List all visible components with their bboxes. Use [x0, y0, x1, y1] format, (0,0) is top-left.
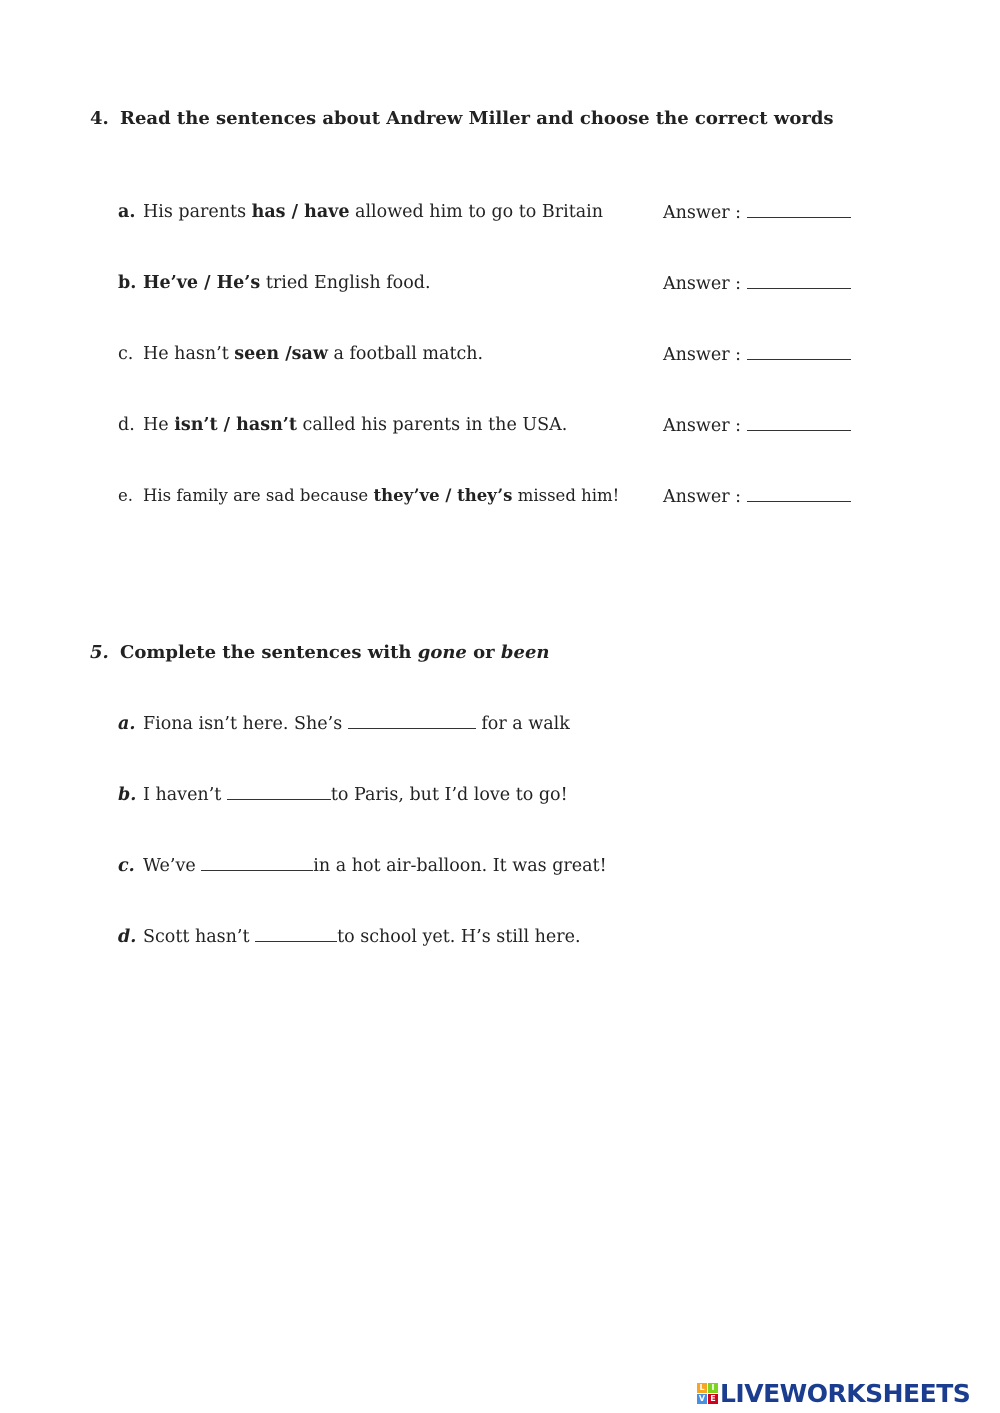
section-4-heading — [90, 108, 834, 129]
section-5-title: Complete the sentences with — [120, 642, 418, 663]
liveworksheets-icon — [697, 1383, 718, 1404]
item-letter: d. — [118, 415, 135, 435]
item-text: He — [143, 415, 175, 435]
fill-blank[interactable] — [227, 784, 331, 800]
item-text: We’ve — [143, 856, 202, 876]
answer-label: Answer : — [663, 416, 742, 436]
answer-field-d[interactable] — [663, 415, 851, 436]
section-4-item-d — [118, 415, 567, 435]
logo-icon-letter: E — [708, 1394, 718, 1404]
section-5-item-a — [118, 713, 570, 734]
choice-words: isn’t / hasn’t — [174, 415, 297, 435]
item-letter: e. — [118, 486, 134, 505]
section-5-number: 5. — [90, 642, 109, 663]
section-5-item-c — [118, 855, 607, 876]
item-text: called his parents in the USA. — [296, 415, 568, 435]
item-text: I haven’t — [143, 785, 227, 805]
item-text: missed him! — [512, 486, 620, 505]
keyword-been: been — [500, 642, 550, 663]
answer-label: Answer : — [663, 203, 742, 223]
answer-blank[interactable] — [747, 273, 851, 289]
section-4-item-c — [118, 344, 483, 364]
logo-icon-letter: V — [698, 1393, 706, 1403]
item-letter: c. — [118, 344, 134, 364]
item-text: to Paris, but I’d love to go! — [330, 785, 568, 805]
answer-blank[interactable] — [747, 344, 851, 360]
keyword-gone: gone — [417, 642, 467, 663]
section-4-title: Read the sentences about Andrew Miller and choose the correct words — [120, 108, 834, 129]
section-5-item-b — [118, 784, 568, 805]
choice-words: they’ve / they’s — [373, 486, 513, 505]
item-text: allowed him to go to Britain — [349, 202, 604, 222]
item-text: His parents — [143, 202, 252, 222]
fill-blank[interactable] — [348, 713, 476, 729]
section-5-item-d — [118, 926, 581, 947]
item-text: to school yet. H’s still here. — [337, 927, 581, 947]
choice-words: has / have — [251, 202, 350, 222]
answer-label: Answer : — [663, 274, 742, 294]
answer-field-a[interactable] — [663, 202, 851, 223]
item-text: Scott hasn’t — [143, 927, 256, 947]
item-text: a football match. — [327, 344, 484, 364]
item-text: He hasn’t — [143, 344, 235, 364]
fill-blank[interactable] — [201, 855, 313, 871]
section-4-number: 4. — [90, 108, 109, 129]
logo-icon-letter: I — [708, 1383, 718, 1393]
item-letter: b. — [118, 785, 137, 805]
answer-blank[interactable] — [747, 486, 851, 502]
answer-field-c[interactable] — [663, 344, 851, 365]
answer-label: Answer : — [663, 487, 742, 507]
item-text: in a hot air-balloon. It was great! — [313, 856, 607, 876]
answer-blank[interactable] — [747, 202, 851, 218]
section-5-title-mid: or — [466, 642, 501, 663]
section-4-item-a — [118, 202, 603, 222]
section-4-item-e — [118, 486, 619, 505]
logo-text: LIVEWORKSHEETS — [720, 1378, 971, 1408]
answer-field-e[interactable] — [663, 486, 851, 507]
section-4-item-b — [118, 273, 431, 293]
choice-words: He’ve / He’s — [143, 273, 261, 293]
logo-icon-letter: L — [697, 1383, 707, 1393]
item-letter: c. — [118, 856, 135, 876]
answer-label: Answer : — [663, 345, 742, 365]
answer-blank[interactable] — [747, 415, 851, 431]
item-text: for a walk — [481, 714, 570, 734]
item-text: Fiona isn’t here. She’s — [143, 714, 348, 734]
section-5-heading — [90, 642, 550, 663]
item-letter: a. — [118, 714, 136, 734]
item-letter: a. — [118, 202, 136, 222]
choice-words: seen /saw — [234, 344, 328, 364]
item-letter: d. — [118, 927, 137, 947]
item-text: tried English food. — [260, 273, 431, 293]
item-text: His family are sad because — [143, 486, 374, 505]
answer-field-b[interactable] — [663, 273, 851, 294]
liveworksheets-logo — [697, 1378, 970, 1408]
fill-blank[interactable] — [255, 926, 337, 942]
item-letter: b. — [118, 273, 137, 293]
